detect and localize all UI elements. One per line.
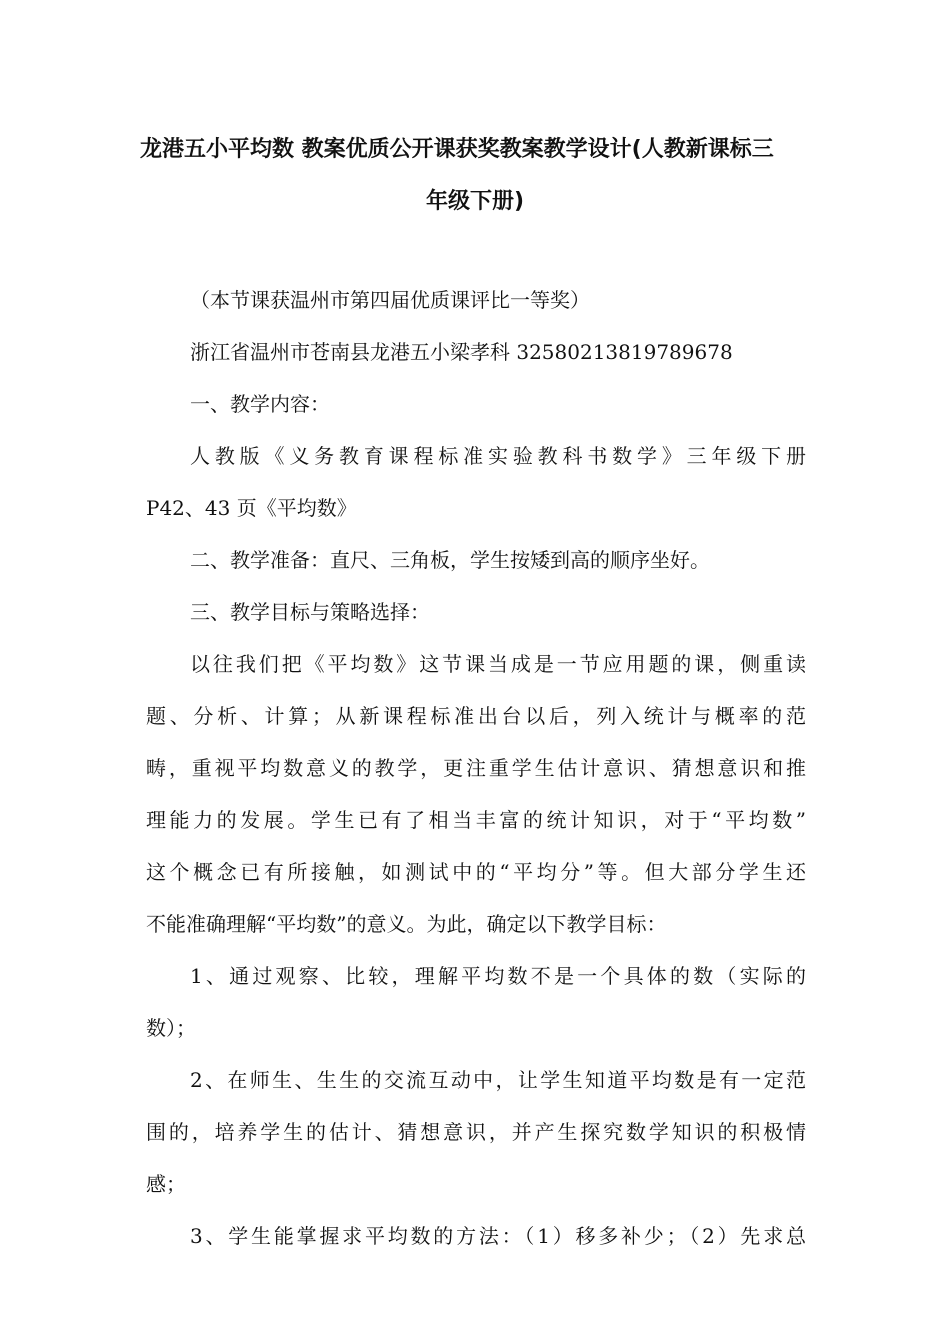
award-note: （本节课获温州市第四届优质课评比一等奖） xyxy=(190,288,590,312)
section-3-paragraph-line: 题、分析、计算；从新课程标准出台以后，列入统计与概率的范 xyxy=(146,704,806,728)
document-title-line-2: 年级下册) xyxy=(425,189,525,214)
goal-2-line: 围的，培养学生的估计、猜想意识，并产生探究数学知识的积极情 xyxy=(146,1120,806,1144)
section-3-heading: 三、教学目标与策略选择： xyxy=(190,600,430,624)
document-title-line-1: 龙港五小平均数 教案优质公开课获奖教案教学设计(人教新课标三 xyxy=(140,137,774,162)
goal-1-line: 1、通过观察、比较，理解平均数不是一个具体的数（实际的 xyxy=(190,964,806,988)
author-line: 浙江省温州市苍南县龙港五小梁孝科 32580213819789678 xyxy=(190,340,733,364)
section-3-paragraph-line: 畴，重视平均数意义的教学，更注重学生估计意识、猜想意识和推 xyxy=(146,756,806,780)
goal-2-line: 感； xyxy=(146,1172,186,1196)
section-2-line: 二、教学准备：直尺、三角板，学生按矮到高的顺序坐好。 xyxy=(190,548,710,572)
section-3-paragraph-line: 理能力的发展。学生已有了相当丰富的统计知识，对于“平均数” xyxy=(146,808,806,832)
goal-3-line: 3、学生能掌握求平均数的方法：（1）移多补少；（2）先求总 xyxy=(190,1224,806,1248)
goal-1-line: 数）； xyxy=(146,1016,196,1040)
section-3-paragraph-line: 不能准确理解“平均数”的意义。为此，确定以下教学目标： xyxy=(146,912,667,936)
section-3-paragraph-line: 以往我们把《平均数》这节课当成是一节应用题的课，侧重读 xyxy=(190,652,806,676)
section-1-body-line-1: 人教版《义务教育课程标准实验教科书数学》三年级下册 xyxy=(190,444,806,468)
document-body xyxy=(146,274,806,1262)
section-3-paragraph-line: 这个概念已有所接触，如测试中的“平均分”等。但大部分学生还 xyxy=(146,860,806,884)
section-1-heading: 一、教学内容： xyxy=(190,392,330,416)
section-1-body-line-2: P42、43 页《平均数》 xyxy=(146,496,357,520)
goal-2-line: 2、在师生、生生的交流互动中，让学生知道平均数是有一定范 xyxy=(190,1068,806,1092)
